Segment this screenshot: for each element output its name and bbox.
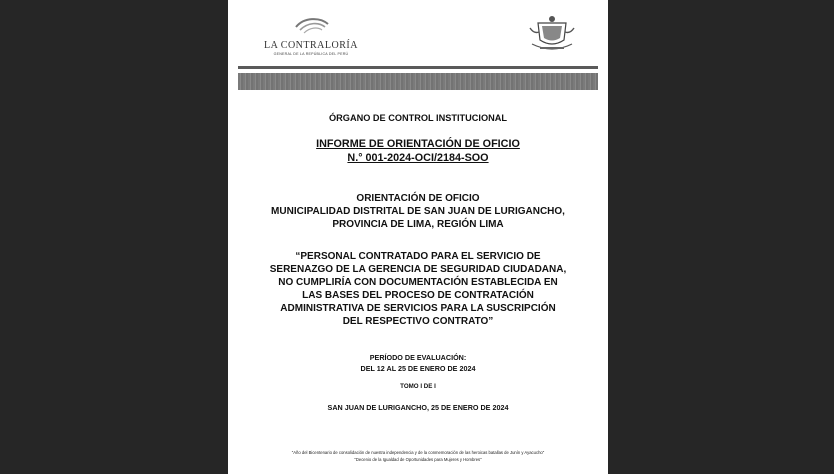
place-date: SAN JUAN DE LURIGANCHO, 25 DE ENERO DE 2024 <box>327 403 509 412</box>
header-rule <box>238 66 598 69</box>
report-number: N.° 001-2024-OCI/2184-SOO <box>347 152 489 164</box>
contraloria-logo <box>256 18 366 60</box>
volume-label: TOMO I DE I <box>400 383 436 390</box>
entity-line-2: MUNICIPALIDAD DISTRITAL DE SAN JUAN DE LURIGANCHO, <box>271 206 565 217</box>
municipal-coat-of-arms-icon <box>526 14 578 56</box>
entity-line-3: PROVINCIA DE LIMA, REGIÓN LIMA <box>332 219 504 230</box>
contraloria-name: LA CONTRALORÍA <box>264 40 358 51</box>
subject-line-4: LAS BASES DEL PROCESO DE CONTRATACIÓN <box>302 290 534 301</box>
period-value: DEL 12 AL 25 DE ENERO DE 2024 <box>360 364 476 373</box>
subject-line-3: NO CUMPLIRÍA CON DOCUMENTACIÓN ESTABLECIDA EN <box>278 277 558 288</box>
subject-line-6: DEL RESPECTIVO CONTRATO” <box>342 316 494 327</box>
period-label: PERÍODO DE EVALUACIÓN: <box>369 353 467 362</box>
contraloria-emblem-icon <box>290 18 332 38</box>
header-band <box>238 73 598 90</box>
subject-line-2: SERENAZGO DE LA GERENCIA DE SEGURIDAD CIUDADANA, <box>269 264 567 275</box>
footer-line-2: "Decenio de la Igualdad de Oportunidades para Mujeres y Hombres" <box>354 457 482 462</box>
subject-line-1: “PERSONAL CONTRATADO PARA EL SERVICIO DE <box>295 251 541 262</box>
contraloria-subtitle: GENERAL DE LA REPÚBLICA DEL PERÚ <box>273 52 349 56</box>
report-title: INFORME DE ORIENTACIÓN DE OFICIO <box>316 138 520 150</box>
entity-line-1: ORIENTACIÓN DE OFICIO <box>356 193 480 204</box>
organ-name: ÓRGANO DE CONTROL INSTITUCIONAL <box>329 113 507 123</box>
footer-line-1: "Año del Bicentenario de consolidación de nuestra independencia y de la conmemoración de las heroicas batallas de Junín y Ayacucho" <box>291 450 545 455</box>
document-page <box>228 0 608 474</box>
subject-line-5: ADMINISTRATIVA DE SERVICIOS PARA LA SUSCRIPCIÓN <box>280 303 556 314</box>
